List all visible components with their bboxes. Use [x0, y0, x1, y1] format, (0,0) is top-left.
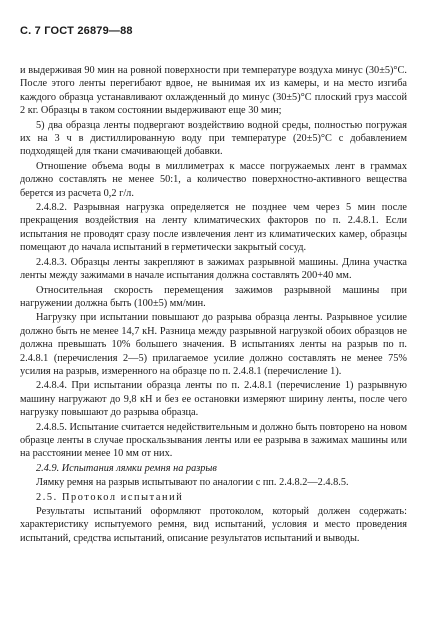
paragraph: 2.4.8.3. Образцы ленты закрепляют в зажимах разрывной машины. Длина участка ленты между зажимами в начале испытания должна составлять 200+40 мм.: [20, 256, 407, 282]
page-header: С. 7 ГОСТ 26879—88: [20, 25, 133, 37]
paragraph: Относительная скорость перемещения зажимов разрывной машины при нагружении должна быть (100±5) мм/мин.: [20, 284, 407, 309]
paragraph: Лямку ремня на разрыв испытывают по аналогии с пп. 2.4.8.2—2.4.8.5.: [36, 477, 349, 489]
paragraph: 2.4.8.2. Разрывная нагрузка определяется не позднее чем через 5 мин после прекращения воздействия на ленту климатических факторов по п. 2.4.8.1. Если испытания не проводят сразу после извлечения лент из климатических камер, образцы помещают до начала испытаний в герметически закрытый сосуд.: [20, 202, 407, 254]
document-body: [20, 64, 407, 546]
section-heading: 2.4.9. Испытания лямки ремня на разрыв: [36, 462, 217, 474]
paragraph: и выдерживая 90 мин на ровной поверхности при температуре воздуха минус (30±5)°С. После этого ленты перегибают вдвое, не вынимая их из камеры, и на место изгиба каждого образца устанавливают охлажденный до минус (30±5)°С плоский груз массой 2 кг. Образцы в таком состоянии выдерживают еще 30 мин;: [20, 65, 407, 117]
paragraph: Результаты испытаний оформляют протоколом, который должен содержать: характеристику испытуемого ремня, вид испытаний, условия и место проведения испытаний, средства испытаний, описание результатов испытаний и выводы.: [20, 506, 407, 544]
paragraph: Нагрузку при испытании повышают до разрыва образца ленты. Разрывное усилие должно быть не менее 14,7 кН. Разница между разрывной нагрузкой обоих образцов не должна превышать 10% большего значения. В испытаниях ленты на разрыв по п. 2.4.8.1 (перечисления 2—5) прилагаемое усилие должно составлять не менее 75% усилия на разрыв, измеренного на образце по п. 2.4.8.1 (перечисление 1).: [20, 312, 407, 377]
section-heading: 2.5. Протокол испытаний: [36, 491, 184, 503]
paragraph: 5) два образца ленты подвергают воздействию водной среды, полностью погружая их на 3 ч в дистиллированную воду при температуре (20±5)°С с добавлением подходящей для ткани смачивающей добавки.: [20, 119, 407, 158]
paragraph: 2.4.8.5. Испытание считается недействительным и должно быть повторено на новом образце ленты в случае проскальзывания ленты или ее разрыва в зажимах машины или на расстоянии менее 10 мм от них.: [20, 421, 407, 460]
paragraph: Отношение объема воды в миллиметрах к массе погружаемых лент в граммах должно составлять не менее 50:1, а количество поверхностно-активного вещества берется из расчета 0,2 г/л.: [20, 160, 407, 199]
paragraph: 2.4.8.4. При испытании образца ленты по п. 2.4.8.1 (перечисление 1) разрывную машину нагружают до 9,8 кН и без ее остановки измеряют ширину ленты, после чего нагрузку повышают до разрыва образца.: [20, 380, 407, 419]
